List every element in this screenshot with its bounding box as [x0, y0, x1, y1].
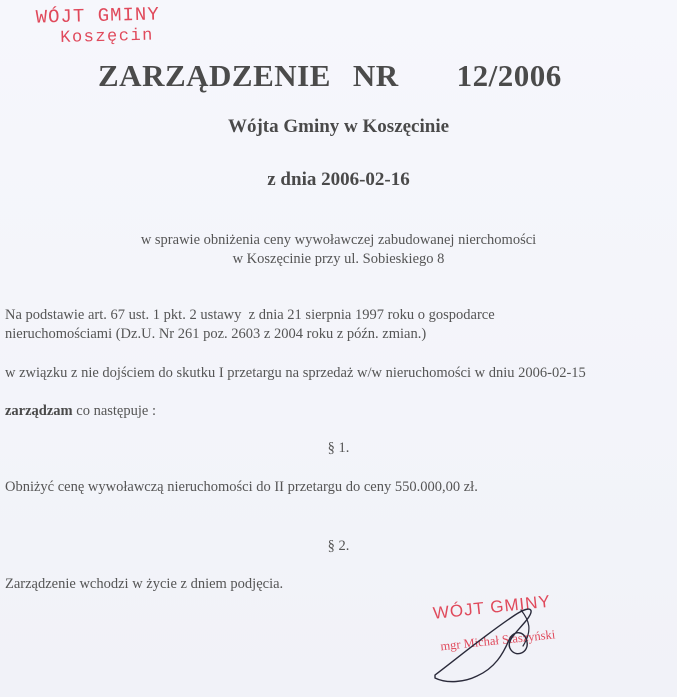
- subject-line1: w sprawie obniżenia ceny wywoławczej zabudowanej nierchomości: [140, 232, 537, 248]
- stamp-top-line2: Koszęcin: [60, 26, 155, 48]
- basis-line1: Na podstawie art. 67 ust. 1 pkt. 2 ustawy z dnia 21 sierpnia 1997 roku o gospodarce: [5, 307, 495, 323]
- section-1-text: Obniżyć cenę wywoławczą nieruchomości do II przetargu do ceny 550.000,00 zł.: [5, 479, 478, 495]
- title-word: ZARZĄDZENIE: [98, 58, 331, 93]
- section-2-heading: § 2.: [327, 538, 350, 554]
- section-1-heading: § 1.: [327, 440, 350, 456]
- stamp-top-line1: WÓJT GMINY: [35, 3, 161, 29]
- official-stamp-top: [35, 4, 160, 49]
- stamp-bottom-name: mgr Michał Staszyński: [439, 627, 556, 654]
- date-line: z dnia 2006-02-16: [267, 169, 410, 190]
- legal-basis-paragraph: [5, 306, 670, 344]
- decree-rest: co następuje :: [72, 403, 156, 419]
- section-2-text: Zarządzenie wchodzi w życie z dniem podjęcia.: [5, 576, 284, 592]
- decree-bold: zarządzam: [5, 403, 73, 419]
- reason-paragraph: w związku z nie dojściem do skutku I przetargu na sprzedaż w/w nieruchomości w dniu 2006-02-15: [5, 365, 586, 381]
- title-nr: NR: [352, 58, 399, 93]
- basis-line2: nieruchomościami (Dz.U. Nr 261 poz. 2603 z 2004 roku z późn. zmian.): [5, 326, 427, 342]
- title-number: 12/2006: [456, 58, 562, 93]
- subject-block: [0, 231, 677, 269]
- stamp-bottom-title: WÓJT GMINY: [432, 591, 552, 623]
- document-title: [98, 58, 562, 94]
- subject-line2: w Koszęcinie przy ul. Sobieskiego 8: [232, 251, 445, 267]
- handwritten-signature: [425, 590, 565, 690]
- decree-paragraph: [5, 402, 670, 421]
- issuer-line: Wójta Gminy w Koszęcinie: [227, 116, 450, 137]
